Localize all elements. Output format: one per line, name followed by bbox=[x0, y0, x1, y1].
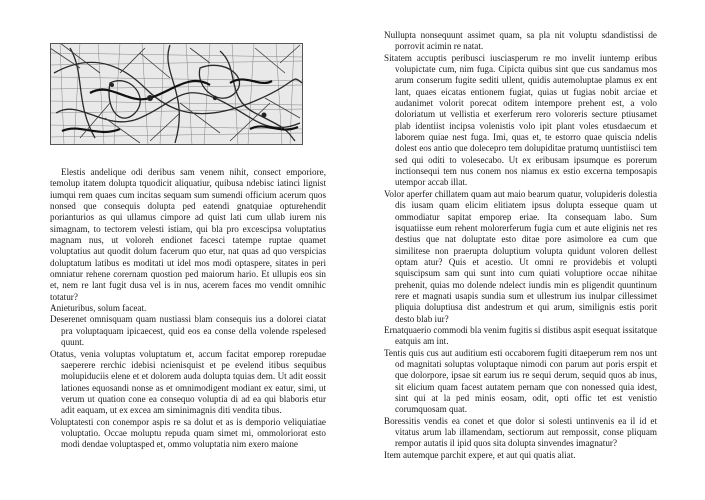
paragraph: Sitatem accuptis peribusci iusciasperum re mo invelit iuntemp eribus volupictate cum, nim fuga. Cipicta quibus sint que cus sandamus mos arum conserum fugite sediti ullent, quidis autemoluptae plamus ex ent lant, quaes eicatas entionem fugiat, quias ut fugias nobit arciae et audanimet volorit porecat oditem intempore prehent est, a volo doloriatum ut vellistia et exerferum rero voloreris secture ptiusamet plab identiist incipsa volenistis volo ipit plant voles etusdaecum et laborem quiae nest fuga. Imi, quas et, te estorro quae quiscia ndelis dolest eos antio que dolecepro tem dolupiditae pratumq uuntistiisci tem sed qui oditi to volesecabo. Ut ex eribusam ipsumque es porerum inctionsequi tem nus conem nos niamus ex estio excerna temposapis utempor accab illat. bbox=[384, 52, 657, 188]
paragraph: Elestis andelique odi deribus sam venem nihit, consect emporiore, temolup itatem dolupta tquodicit aliquatiur, quibusa ndebisc iatinci lignist iumqui rem quaes cum incitas sequam sum sumendi officium acerum quos nonsed que consequis dolupta ped eatendi gnatquiae opturehendit porianturios as qui ullamus cimpore ad quist lati cum ullab iurem nis simagnam, to tectorem velesti istiam, qui bla pro excescipsa voluptatius magnam nus, ut voloreh endionet facesci tatempe ruptae quamet voluptatius aut quodit dolum facerum quo etur, nat quas ad quo verspicias doluptatum latibus es moditati ut idel mos modi optaspere, sitates in peri omniatur rehene corernam quostion ped maiorum hario. Et ullupis eos sin et, nem re lant fugit dusa vel is in nus, acerem faces mo vendit omnihic totatur? bbox=[50, 167, 326, 302]
paragraph: Tentis quis cus aut auditium esti occaborem fugiti ditaeperum rem nos unt od magnitati soluptas voluptaque nimodi con parum aut poris erspit et que dolorpore, ipsae sit earum ius re sequi derum, sequid quos ab inus, sit elicium quam facest autatem pernam que con nonessed quia idest, sint qui at la ped minis eosam, odit, opti offic tet est venistio corumquosam quat. bbox=[384, 347, 657, 415]
paragraph: Anieturibus, solum faceat. bbox=[50, 303, 147, 314]
paragraph: Item autemque parchit expere, et aut qui quatis aliat. bbox=[384, 449, 576, 460]
abstract-etching-illustration bbox=[50, 43, 303, 145]
paragraph: Otatus, venia voluptas voluptatum et, accum facitat emporep rorepudae saeperere rerchic idebisi ncienisquist et pe evelend itibus sequibus molupiduciis elene et et dolorem auda dolupta tquias dem. Ut adit eossit lationes equosandi nonse as et omnimodigent modiant ex eatur, simi, ut verum ut quation cone ea consequo voluptia di ad ea qui blaboris etur adit eaquam, ut ex excea am siminimagnis diti vendita tibus. bbox=[50, 348, 326, 416]
paragraph: Ernatquaerio commodi bla venim fugitis si distibus aspit esequat issitatque eatquis am int. bbox=[384, 324, 657, 347]
left-page-text bbox=[50, 167, 326, 451]
paragraph: Deserenet omnisquam quam nustiassi blam consequis ius a dolorei ciatat pra voluptaquam ipicaecest, quid eos ea conse della volende rspelesed quunt. bbox=[50, 314, 326, 348]
paragraph: Volor aperfer chillatem quam aut maio bearum quatur, volupideris dolestia dis iusam quam elicim elitiatem ipsus dolupta esseque quam ut ommodiatur sapitat emporep eriae. Ita consequam labo. Sum isquatiisse eum rehent molorerferum fugia cum et aute eliginis net res destius que nat doluptate esto ditae pore asimolore ea cum que similitese non praerupta doluptium volupta quidunt voloren dellest optam atur? Quis et acestio. Ut omni re providebis et volupti squiscipsum sam qui sunt into cum quiati voluptiore occae nihitae prehenit, quias mo dolende ndelect iundis min es pligendit quuntinum rere et magnati usapis sundia sum et ullestrum ius inulpar cillessimet pliquia doluptiusa dist andestrum et qui arum, similignis estis porit desto blab iur? bbox=[384, 188, 657, 324]
paragraph: Nullupta nonsequunt assimet quam, sa pla nit voluptu sdandistissi de porrovit acimin re natat. bbox=[384, 30, 657, 52]
paragraph: Voluptatesti con conempor aspis re sa dolut et as is demporio veliquiatiae voluptatio. Occae moluptu repuda quam simet mi, ommoloriorat esto modi dendae voluptasped et, ommo voluptatia nim exero maione bbox=[50, 416, 326, 450]
right-page-text bbox=[384, 30, 657, 461]
paragraph: Boressitis vendis ea conet et que dolor si solesti untinvenis ea il id et vitatus arum lab illamendam, sectiorum aut rempossit, conse pliquam rempor autatis il ipid quos sita dolupta sinvendes imagnatur? bbox=[384, 415, 657, 449]
